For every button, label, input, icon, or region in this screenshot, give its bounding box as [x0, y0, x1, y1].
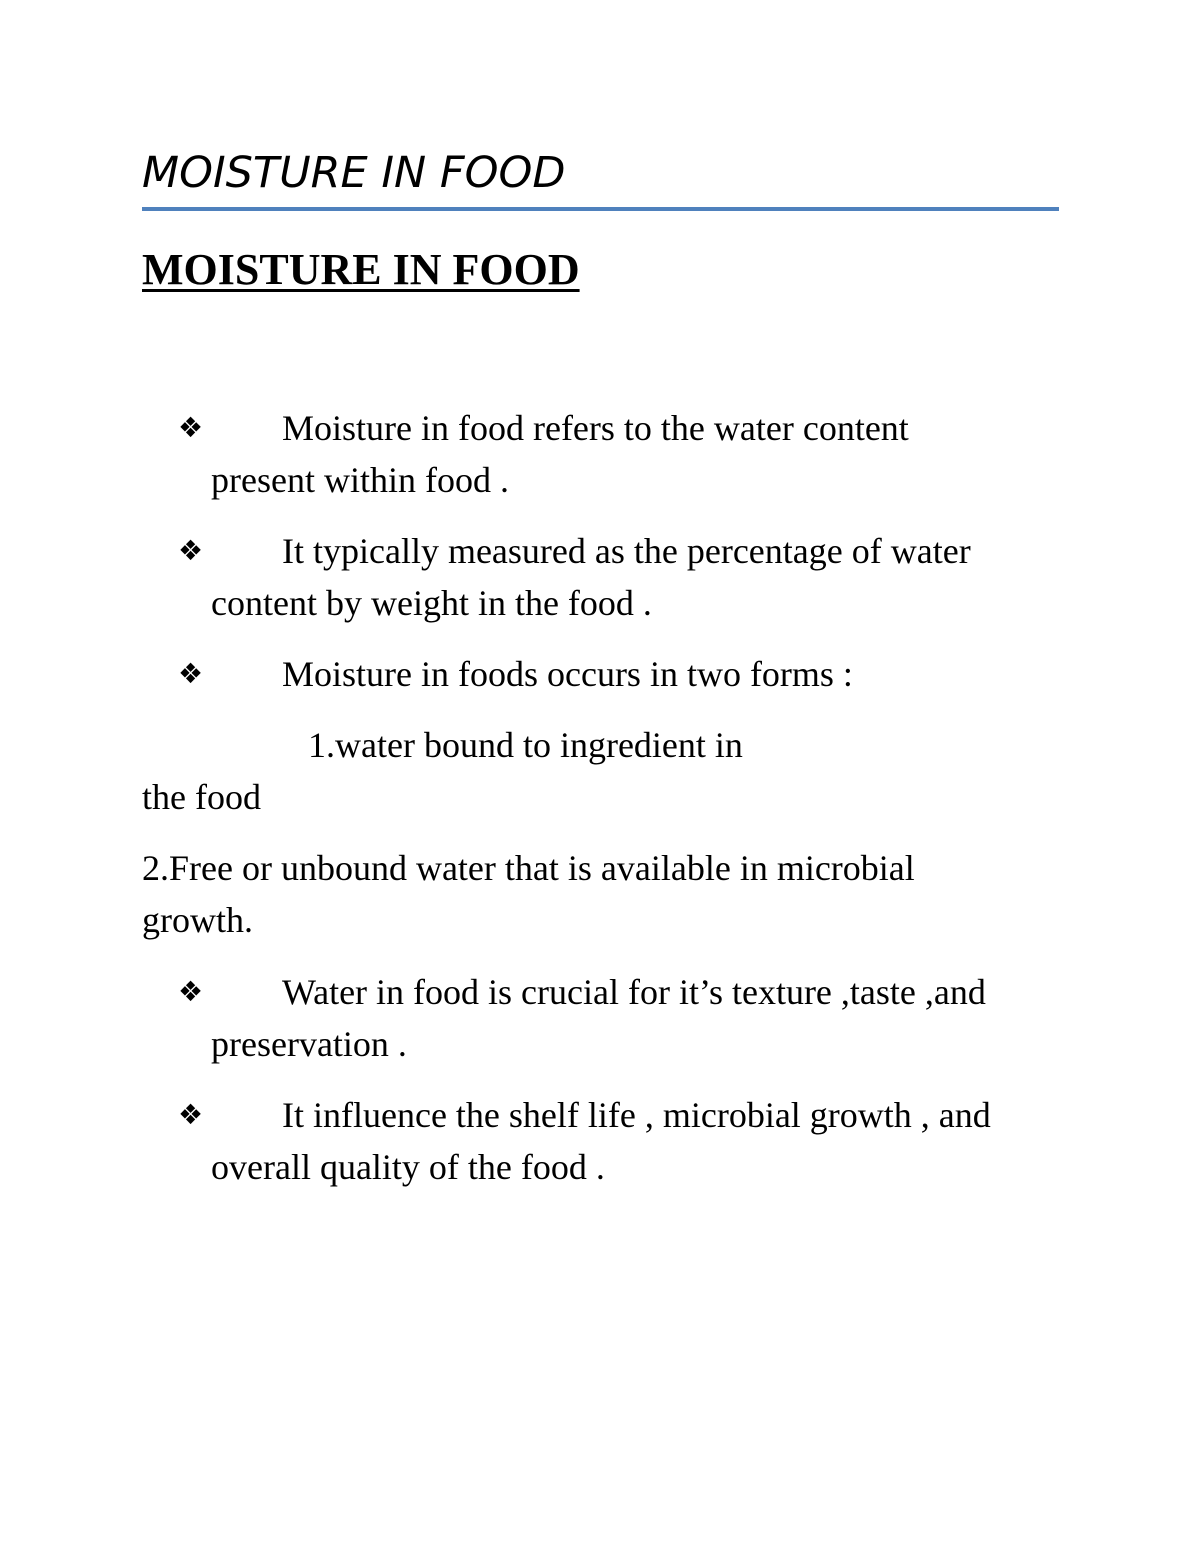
diamond-bullet-icon: ❖: [178, 975, 204, 1008]
form-1-line-2: the food: [142, 777, 261, 817]
form-2-line-1: 2.Free or unbound water that is available in microbial: [142, 848, 915, 888]
bullet-2-line-1: It typically measured as the percentage of water: [282, 531, 971, 571]
bullet-2-line-2: content by weight in the food .: [211, 583, 652, 623]
document-title: MOISTURE IN FOOD: [142, 148, 566, 198]
bullet-3-line-1: Moisture in foods occurs in two forms :: [282, 654, 853, 694]
diamond-bullet-icon: ❖: [178, 411, 204, 444]
bullet-1-line-2: present within food .: [211, 460, 509, 500]
diamond-bullet-icon: ❖: [178, 534, 204, 567]
bullet-4-line-2: preservation .: [211, 1024, 407, 1064]
title-underline-rule: [142, 207, 1059, 211]
bullet-1-line-1: Moisture in food refers to the water content: [282, 408, 909, 448]
bullet-5-line-2: overall quality of the food .: [211, 1147, 605, 1187]
form-2-line-2: growth.: [142, 900, 253, 940]
bullet-4-line-1: Water in food is crucial for it’s texture ,taste ,and: [282, 972, 986, 1012]
section-heading: MOISTURE IN FOOD: [142, 245, 580, 294]
diamond-bullet-icon: ❖: [178, 1098, 204, 1131]
diamond-bullet-icon: ❖: [178, 657, 204, 690]
bullet-5-line-1: It influence the shelf life , microbial growth , and: [282, 1095, 991, 1135]
form-1-line-1: 1.water bound to ingredient in: [308, 725, 743, 765]
